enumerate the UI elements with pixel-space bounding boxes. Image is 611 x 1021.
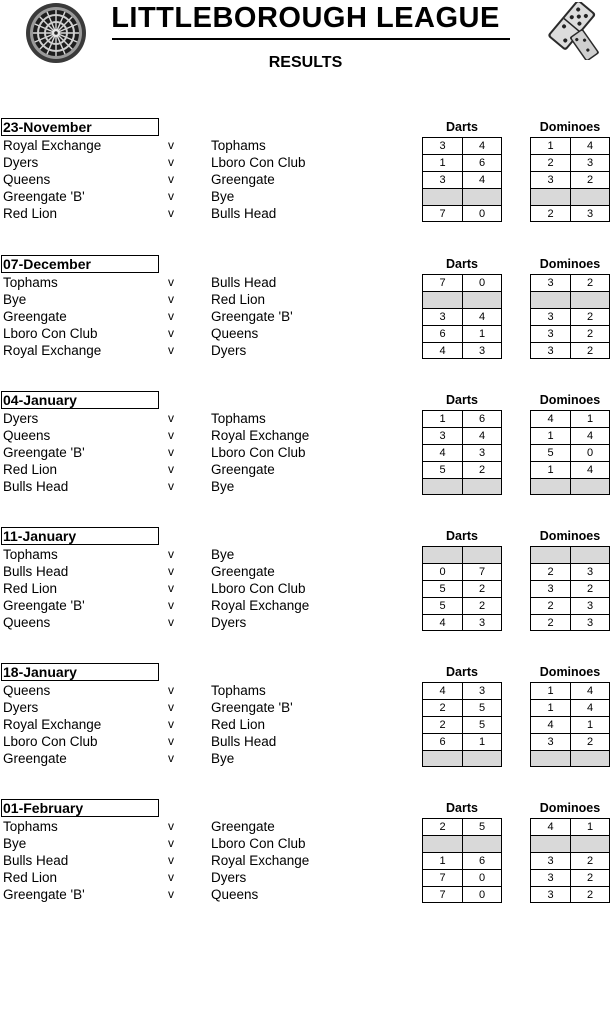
home-team: Lboro Con Club <box>3 326 98 341</box>
match-row <box>0 733 611 750</box>
round-date: 11-January <box>1 527 159 545</box>
darts-score-cell: 3 <box>422 308 462 325</box>
darts-score-cell: 3 <box>462 614 502 631</box>
round-section <box>0 663 611 783</box>
away-team: Bye <box>211 751 235 766</box>
versus-label: v <box>168 479 174 493</box>
dominoes-score-cell: 4 <box>570 699 610 716</box>
versus-label: v <box>168 206 174 220</box>
dominoes-score-cell <box>570 291 610 308</box>
darts-score-cell: 0 <box>462 886 502 903</box>
darts-column-header: Darts <box>446 257 478 271</box>
dominoes-score-cell <box>570 546 610 563</box>
darts-score-cell: 4 <box>422 444 462 461</box>
match-row <box>0 274 611 291</box>
dominoes-score-cell: 2 <box>570 342 610 359</box>
versus-label: v <box>168 411 174 425</box>
match-row <box>0 342 611 359</box>
darts-score-cell: 6 <box>462 410 502 427</box>
home-team: Royal Exchange <box>3 343 102 358</box>
darts-column-header: Darts <box>446 801 478 815</box>
home-team: Royal Exchange <box>3 138 102 153</box>
dominoes-score-cell <box>530 291 570 308</box>
home-team: Greengate <box>3 751 67 766</box>
match-row <box>0 682 611 699</box>
versus-label: v <box>168 172 174 186</box>
darts-score-cell <box>422 188 462 205</box>
dominoes-score-cell: 2 <box>570 852 610 869</box>
versus-label: v <box>168 428 174 442</box>
darts-score-cell: 2 <box>422 818 462 835</box>
dominoes-score-cell <box>570 750 610 767</box>
versus-label: v <box>168 275 174 289</box>
home-team: Bulls Head <box>3 479 69 494</box>
home-team: Dyers <box>3 155 39 170</box>
match-row <box>0 205 611 222</box>
page-header <box>0 0 611 100</box>
page-subtitle: RESULTS <box>268 54 343 71</box>
dominoes-score-cell: 2 <box>570 869 610 886</box>
match-row <box>0 461 611 478</box>
away-team: Greengate <box>211 564 275 579</box>
versus-label: v <box>168 683 174 697</box>
home-team: Greengate 'B' <box>3 189 85 204</box>
dominoes-score-cell: 3 <box>530 733 570 750</box>
darts-score-cell: 3 <box>422 171 462 188</box>
dominoes-score-cell: 2 <box>530 205 570 222</box>
darts-score-cell: 4 <box>422 342 462 359</box>
match-row <box>0 835 611 852</box>
darts-score-cell: 6 <box>462 154 502 171</box>
dominoes-column-header: Dominoes <box>539 665 601 679</box>
home-team: Greengate 'B' <box>3 445 85 460</box>
dominoes-score-cell: 3 <box>530 308 570 325</box>
dominoes-score-cell: 3 <box>530 852 570 869</box>
away-team: Royal Exchange <box>211 853 310 868</box>
dominoes-score-cell: 2 <box>530 154 570 171</box>
darts-score-cell: 1 <box>422 154 462 171</box>
versus-label: v <box>168 547 174 561</box>
dominoes-score-cell: 4 <box>570 137 610 154</box>
versus-label: v <box>168 717 174 731</box>
away-team: Bulls Head <box>211 275 277 290</box>
dominoes-score-cell <box>570 835 610 852</box>
darts-score-cell: 6 <box>422 733 462 750</box>
dominoes-column-header: Dominoes <box>539 120 601 134</box>
versus-label: v <box>168 887 174 901</box>
darts-score-cell <box>462 835 502 852</box>
dominoes-score-cell: 2 <box>530 614 570 631</box>
darts-score-cell: 2 <box>462 597 502 614</box>
darts-score-cell: 5 <box>422 580 462 597</box>
darts-score-cell: 7 <box>422 274 462 291</box>
dominoes-score-cell: 0 <box>570 444 610 461</box>
dominoes-score-cell: 3 <box>530 886 570 903</box>
away-team: Greengate <box>211 819 275 834</box>
darts-score-cell <box>422 750 462 767</box>
match-row <box>0 580 611 597</box>
darts-column-header: Darts <box>446 393 478 407</box>
match-row <box>0 750 611 767</box>
away-team: Royal Exchange <box>211 428 310 443</box>
dominoes-score-cell <box>530 478 570 495</box>
versus-label: v <box>168 189 174 203</box>
darts-score-cell: 1 <box>462 733 502 750</box>
darts-score-cell: 4 <box>422 614 462 631</box>
away-team: Royal Exchange <box>211 598 310 613</box>
home-team: Queens <box>3 683 51 698</box>
home-team: Lboro Con Club <box>3 734 98 749</box>
dominoes-score-cell: 1 <box>570 716 610 733</box>
dominoes-score-cell: 2 <box>570 886 610 903</box>
darts-column-header: Darts <box>446 665 478 679</box>
dominoes-score-cell: 1 <box>570 818 610 835</box>
dominoes-score-cell: 3 <box>530 274 570 291</box>
darts-score-cell: 3 <box>462 444 502 461</box>
home-team: Tophams <box>3 275 58 290</box>
versus-label: v <box>168 564 174 578</box>
dominoes-score-cell: 2 <box>570 733 610 750</box>
away-team: Tophams <box>211 411 266 426</box>
dominoes-score-cell <box>530 188 570 205</box>
match-row <box>0 546 611 563</box>
dominoes-score-cell: 1 <box>530 461 570 478</box>
dominoes-score-cell: 4 <box>530 818 570 835</box>
round-section <box>0 255 611 375</box>
versus-label: v <box>168 734 174 748</box>
dominoes-score-cell: 1 <box>530 682 570 699</box>
versus-label: v <box>168 836 174 850</box>
match-row <box>0 818 611 835</box>
match-row <box>0 444 611 461</box>
match-row <box>0 137 611 154</box>
match-row <box>0 171 611 188</box>
match-row <box>0 308 611 325</box>
dominoes-score-cell: 3 <box>530 171 570 188</box>
dominoes-score-cell: 3 <box>570 614 610 631</box>
dominoes-score-cell: 1 <box>530 427 570 444</box>
away-team: Dyers <box>211 343 247 358</box>
dominoes-score-cell: 4 <box>530 410 570 427</box>
match-row <box>0 716 611 733</box>
darts-score-cell: 2 <box>422 716 462 733</box>
match-row <box>0 188 611 205</box>
darts-score-cell: 0 <box>462 869 502 886</box>
away-team: Lboro Con Club <box>211 581 306 596</box>
away-team: Dyers <box>211 615 247 630</box>
dominoes-score-cell: 5 <box>530 444 570 461</box>
darts-score-cell <box>462 291 502 308</box>
dominoes-score-cell: 4 <box>570 427 610 444</box>
away-team: Bye <box>211 189 235 204</box>
round-date: 18-January <box>1 663 159 681</box>
darts-score-cell: 3 <box>422 427 462 444</box>
dominoes-column-header: Dominoes <box>539 257 601 271</box>
home-team: Greengate <box>3 309 67 324</box>
dominoes-score-cell <box>530 835 570 852</box>
versus-label: v <box>168 870 174 884</box>
darts-score-cell: 5 <box>462 716 502 733</box>
dominoes-score-cell: 2 <box>570 308 610 325</box>
darts-score-cell: 5 <box>462 818 502 835</box>
match-row <box>0 291 611 308</box>
darts-score-cell: 5 <box>422 597 462 614</box>
match-row <box>0 852 611 869</box>
home-team: Bye <box>3 836 27 851</box>
home-team: Queens <box>3 172 51 187</box>
match-row <box>0 410 611 427</box>
home-team: Greengate 'B' <box>3 598 85 613</box>
dominoes-score-cell: 4 <box>570 682 610 699</box>
darts-score-cell: 0 <box>462 274 502 291</box>
dominoes-score-cell: 2 <box>570 274 610 291</box>
darts-score-cell: 3 <box>422 137 462 154</box>
darts-score-cell: 7 <box>422 869 462 886</box>
match-row <box>0 869 611 886</box>
dominoes-score-cell: 2 <box>530 563 570 580</box>
dominoes-score-cell: 1 <box>530 137 570 154</box>
home-team: Dyers <box>3 411 39 426</box>
versus-label: v <box>168 598 174 612</box>
darts-score-cell: 0 <box>422 563 462 580</box>
home-team: Bye <box>3 292 27 307</box>
darts-score-cell <box>462 478 502 495</box>
darts-score-cell: 4 <box>422 682 462 699</box>
darts-score-cell: 6 <box>422 325 462 342</box>
dominoes-score-cell: 2 <box>530 597 570 614</box>
home-team: Red Lion <box>3 870 58 885</box>
versus-label: v <box>168 462 174 476</box>
away-team: Lboro Con Club <box>211 445 306 460</box>
dominoes-score-cell: 1 <box>570 410 610 427</box>
darts-score-cell: 1 <box>422 410 462 427</box>
versus-label: v <box>168 445 174 459</box>
match-row <box>0 614 611 631</box>
home-team: Tophams <box>3 547 58 562</box>
darts-column-header: Darts <box>446 529 478 543</box>
away-team: Lboro Con Club <box>211 155 306 170</box>
match-row <box>0 325 611 342</box>
away-team: Tophams <box>211 683 266 698</box>
dominoes-score-cell: 2 <box>570 580 610 597</box>
away-team: Bye <box>211 479 235 494</box>
dominoes-score-cell: 3 <box>570 205 610 222</box>
match-row <box>0 886 611 903</box>
dominoes-score-cell: 3 <box>530 325 570 342</box>
match-row <box>0 699 611 716</box>
away-team: Queens <box>211 887 259 902</box>
darts-score-cell: 2 <box>422 699 462 716</box>
home-team: Bulls Head <box>3 564 69 579</box>
away-team: Bulls Head <box>211 206 277 221</box>
match-row <box>0 427 611 444</box>
versus-label: v <box>168 155 174 169</box>
round-date: 01-February <box>1 799 159 817</box>
match-row <box>0 597 611 614</box>
home-team: Dyers <box>3 700 39 715</box>
away-team: Tophams <box>211 138 266 153</box>
dominoes-score-cell: 3 <box>530 342 570 359</box>
home-team: Royal Exchange <box>3 717 102 732</box>
round-date: 07-December <box>1 255 159 273</box>
round-date: 04-January <box>1 391 159 409</box>
darts-score-cell <box>462 546 502 563</box>
round-section <box>0 527 611 647</box>
round-date: 23-November <box>1 118 159 136</box>
round-section <box>0 118 611 238</box>
dominoes-score-cell: 4 <box>530 716 570 733</box>
dominoes-score-cell: 4 <box>570 461 610 478</box>
dominoes-score-cell <box>570 188 610 205</box>
dominoes-score-cell: 2 <box>570 325 610 342</box>
versus-label: v <box>168 138 174 152</box>
darts-score-cell: 1 <box>462 325 502 342</box>
darts-score-cell: 2 <box>462 580 502 597</box>
home-team: Red Lion <box>3 581 58 596</box>
versus-label: v <box>168 819 174 833</box>
darts-score-cell <box>422 478 462 495</box>
dominoes-score-cell: 3 <box>530 580 570 597</box>
darts-column-header: Darts <box>446 120 478 134</box>
versus-label: v <box>168 751 174 765</box>
darts-score-cell: 2 <box>462 461 502 478</box>
dominoes-score-cell: 3 <box>570 597 610 614</box>
darts-score-cell: 7 <box>422 205 462 222</box>
home-team: Queens <box>3 615 51 630</box>
away-team: Red Lion <box>211 717 266 732</box>
darts-score-cell <box>422 835 462 852</box>
versus-label: v <box>168 343 174 357</box>
dominoes-score-cell <box>530 750 570 767</box>
versus-label: v <box>168 700 174 714</box>
darts-score-cell: 6 <box>462 852 502 869</box>
dominoes-score-cell: 3 <box>530 869 570 886</box>
match-row <box>0 478 611 495</box>
darts-score-cell: 5 <box>462 699 502 716</box>
darts-score-cell <box>422 291 462 308</box>
home-team: Tophams <box>3 819 58 834</box>
darts-score-cell: 4 <box>462 137 502 154</box>
darts-score-cell: 7 <box>462 563 502 580</box>
match-row <box>0 154 611 171</box>
darts-score-cell: 3 <box>462 682 502 699</box>
match-row <box>0 563 611 580</box>
away-team: Greengate <box>211 172 275 187</box>
away-team: Bulls Head <box>211 734 277 749</box>
home-team: Red Lion <box>3 462 58 477</box>
home-team: Greengate 'B' <box>3 887 85 902</box>
away-team: Greengate 'B' <box>211 309 293 324</box>
title-underline <box>112 38 510 40</box>
darts-score-cell: 1 <box>422 852 462 869</box>
round-section <box>0 799 611 919</box>
round-section <box>0 391 611 511</box>
versus-label: v <box>168 326 174 340</box>
darts-score-cell: 4 <box>462 171 502 188</box>
dominoes-score-cell <box>570 478 610 495</box>
darts-score-cell: 5 <box>422 461 462 478</box>
away-team: Greengate 'B' <box>211 700 293 715</box>
away-team: Greengate <box>211 462 275 477</box>
dominoes-score-cell: 1 <box>530 699 570 716</box>
darts-score-cell: 3 <box>462 342 502 359</box>
away-team: Bye <box>211 547 235 562</box>
darts-score-cell: 7 <box>422 886 462 903</box>
dominoes-column-header: Dominoes <box>539 801 601 815</box>
home-team: Bulls Head <box>3 853 69 868</box>
darts-score-cell <box>462 188 502 205</box>
away-team: Lboro Con Club <box>211 836 306 851</box>
page-title: LITTLEBOROUGH LEAGUE <box>111 2 500 34</box>
home-team: Queens <box>3 428 51 443</box>
darts-score-cell: 0 <box>462 205 502 222</box>
versus-label: v <box>168 853 174 867</box>
away-team: Dyers <box>211 870 247 885</box>
dominoes-column-header: Dominoes <box>539 393 601 407</box>
dominoes-score-cell: 2 <box>570 171 610 188</box>
darts-score-cell: 4 <box>462 427 502 444</box>
versus-label: v <box>168 581 174 595</box>
darts-score-cell <box>462 750 502 767</box>
versus-label: v <box>168 309 174 323</box>
versus-label: v <box>168 292 174 306</box>
dominoes-score-cell: 3 <box>570 563 610 580</box>
dominoes-score-cell: 3 <box>570 154 610 171</box>
domino-icon <box>535 2 601 60</box>
home-team: Red Lion <box>3 206 58 221</box>
darts-score-cell: 4 <box>462 308 502 325</box>
dominoes-column-header: Dominoes <box>539 529 601 543</box>
darts-score-cell <box>422 546 462 563</box>
versus-label: v <box>168 615 174 629</box>
away-team: Red Lion <box>211 292 266 307</box>
dominoes-score-cell <box>530 546 570 563</box>
away-team: Queens <box>211 326 259 341</box>
